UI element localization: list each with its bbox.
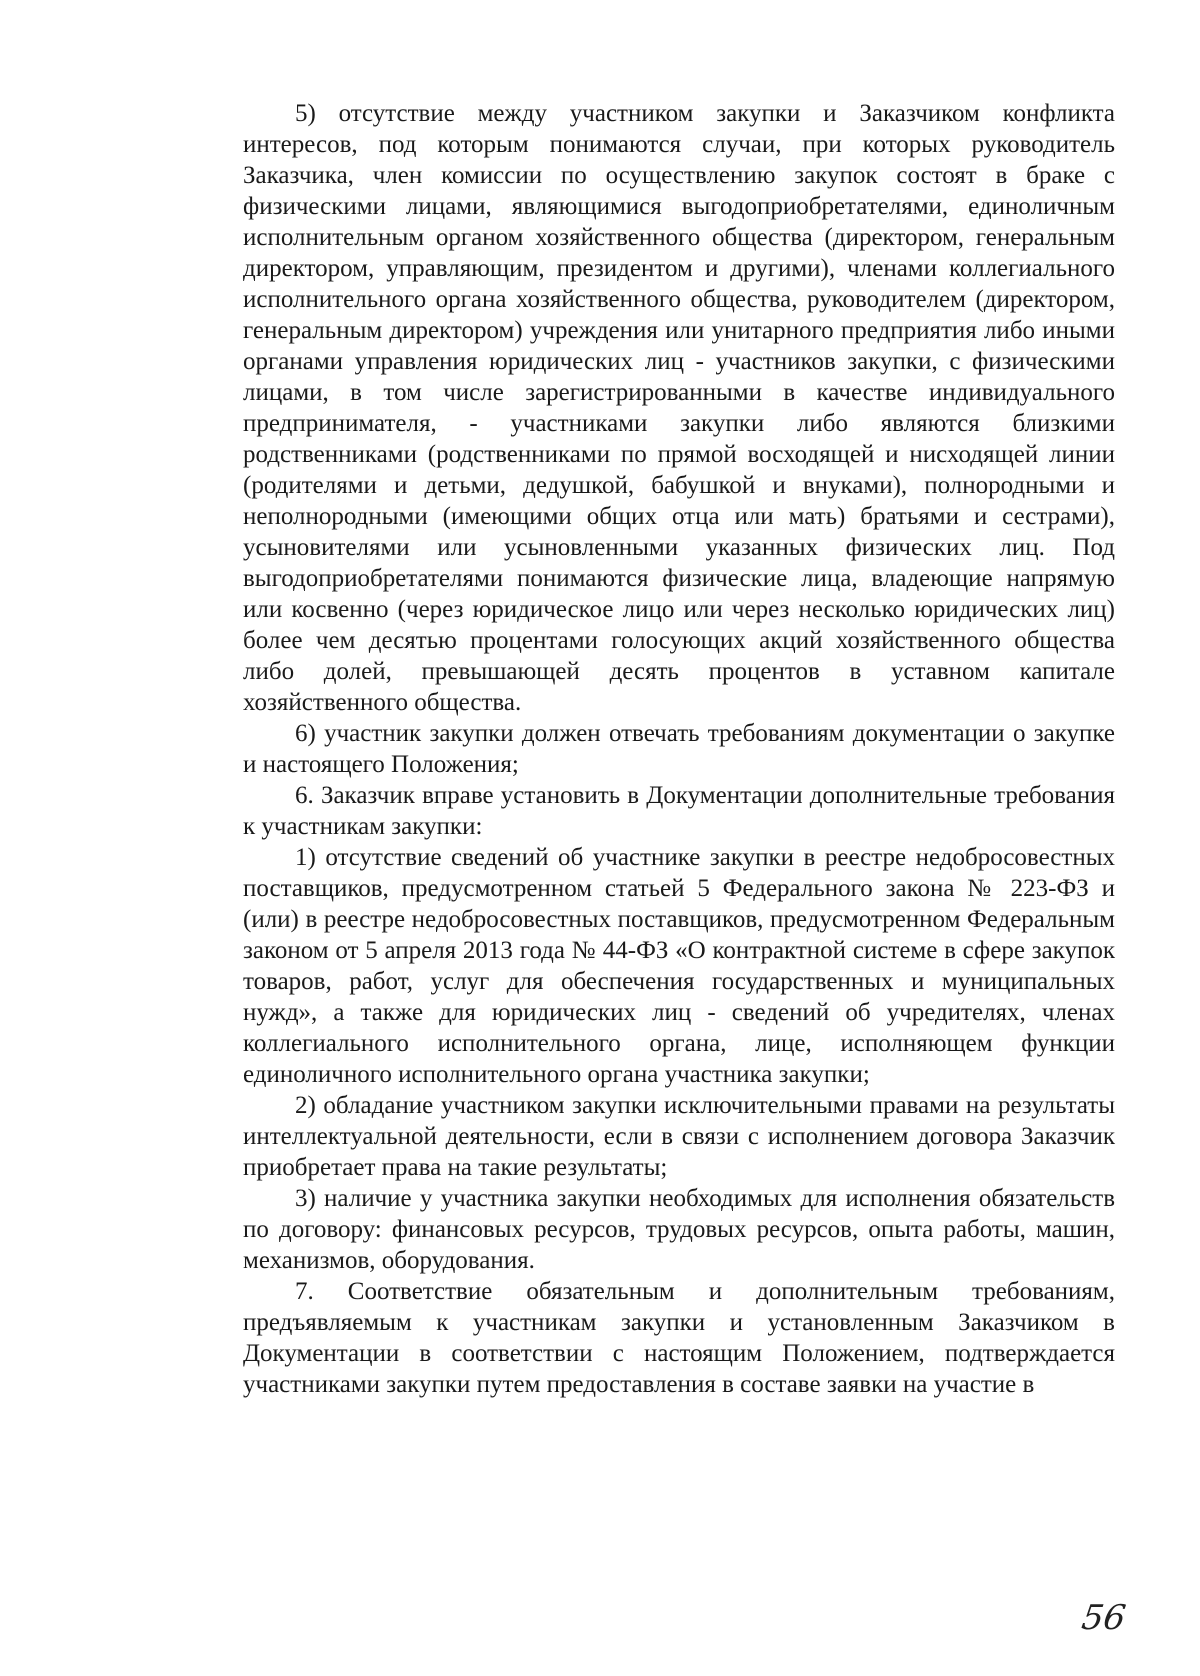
paragraph-section-7: 7. Соответствие обязательным и дополнительным требованиям, предъявляемым к участникам закупки и установленным Заказчиком в Документации в соответствии с настоящим Положением, подтверждается участниками закупки путем предоставления в составе заявки на участие в	[243, 1278, 1115, 1398]
paragraph-participant-requirements: 6) участник закупки должен отвечать требованиям документации о закупке и настоящего Положения;	[243, 720, 1115, 778]
paragraph-resources: 3) наличие у участника закупки необходимых для исполнения обязательств по договору: финансовых ресурсов, трудовых ресурсов, опыта работы, машин, механизмов, оборудования.	[243, 1185, 1115, 1274]
paragraph-unscrupulous-suppliers: 1) отсутствие сведений об участнике закупки в реестре недобросовестных поставщиков, предусмотренном статьей 5 Федерального закона № 223-ФЗ и (или) в реестре недобросовестных поставщиков, предусмотренном Федеральным законом от 5 апреля 2013 года № 44-ФЗ «О контрактной системе в сфере закупок товаров, работ, услуг для обеспечения государственных и муниципальных нужд», а также для юридических лиц - сведений об учредителях, членах коллегиального исполнительного органа, лице, исполняющем функции единоличного исполнительного органа участника закупки;	[243, 844, 1115, 1088]
paragraph-exclusive-rights: 2) обладание участником закупки исключительными правами на результаты интеллектуальной деятельности, если в связи с исполнением договора Заказчик приобретает права на такие результаты;	[243, 1092, 1115, 1181]
handwritten-page-number: 56	[1079, 1598, 1129, 1638]
document-body	[243, 98, 1115, 1400]
paragraph-conflict-of-interest: 5) отсутствие между участником закупки и Заказчиком конфликта интересов, под которым понимаются случаи, при которых руководитель Заказчика, член комиссии по осуществлению закупок состоят в браке с физическими лицами, являющимися выгодоприобретателями, единоличным исполнительным органом хозяйственного общества (директором, генеральным директором, управляющим, президентом и другими), членами коллегиального исполнительного органа хозяйственного общества, руководителем (директором, генеральным директором) учреждения или унитарного предприятия либо иными органами управления юридических лиц - участников закупки, с физическими лицами, в том числе зарегистрированными в качестве индивидуального предпринимателя, - участниками закупки либо являются близкими родственниками (родственниками по прямой восходящей и нисходящей линии (родителями и детьми, дедушкой, бабушкой и внуками), полнородными и неполнородными (имеющими общих отца или мать) братьями и сестрами), усыновителями или усыновленными указанных физических лиц. Под выгодоприобретателями понимаются физические лица, владеющие напрямую или косвенно (через юридическое лицо или через несколько юридических лиц) более чем десятью процентами голосующих акций хозяйственного общества либо долей, превышающей десять процентов в уставном капитале хозяйственного общества.	[243, 100, 1115, 716]
paragraph-section-6: 6. Заказчик вправе установить в Документации дополнительные требования к участникам закупки:	[243, 782, 1115, 840]
